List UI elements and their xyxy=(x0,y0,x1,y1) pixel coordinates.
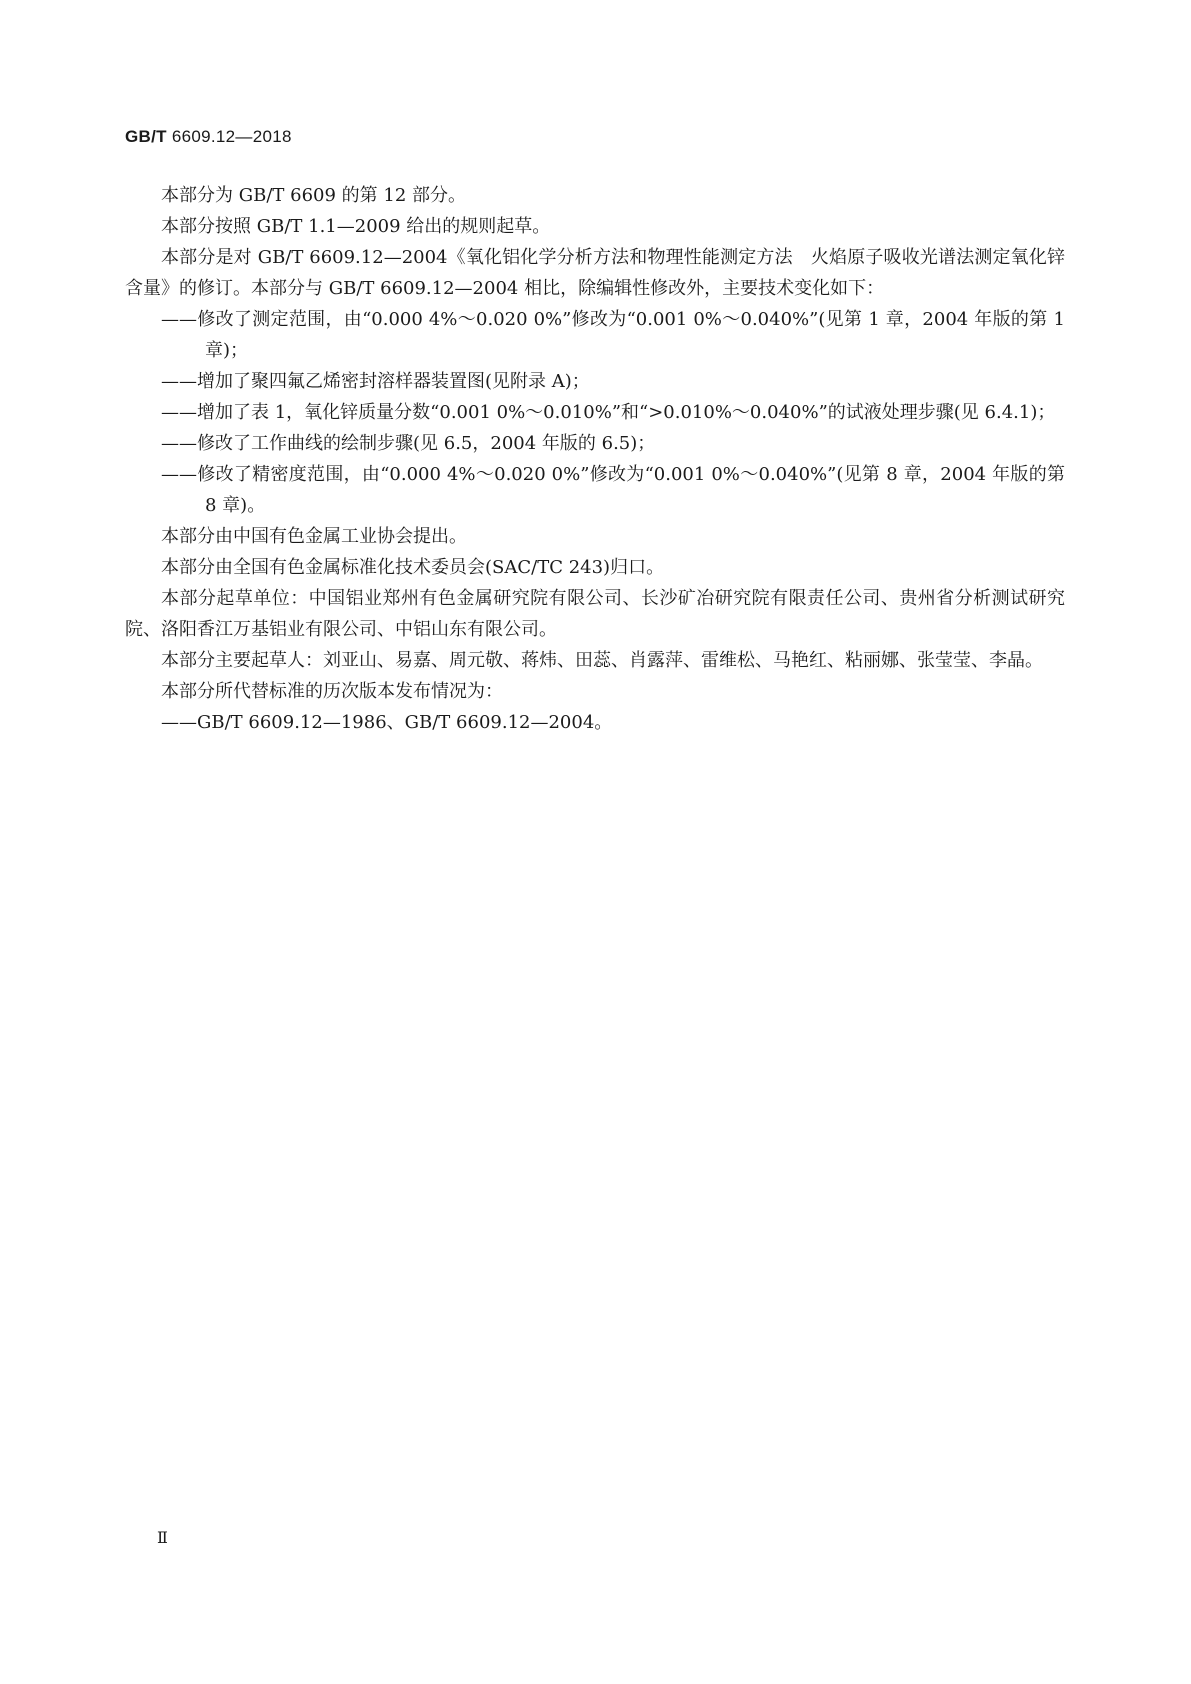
paragraph-drafting-rules: 本部分按照 GB/T 1.1—2009 给出的规则起草。 xyxy=(161,216,551,237)
paragraph-history-intro: 本部分所代替标准的历次版本发布情况为： xyxy=(161,681,503,702)
paragraph-drafters: 本部分主要起草人：刘亚山、易嘉、周元敬、蒋炜、田蕊、肖露萍、雷维松、马艳红、粘丽娜、张莹莹、李晶。 xyxy=(161,650,1043,671)
change-item: ——增加了聚四氟乙烯密封溶样器装置图(见附录 A)； xyxy=(161,371,590,392)
standard-code-number: 6609.12—2018 xyxy=(171,127,292,146)
page-number: Ⅱ xyxy=(157,1528,168,1547)
paragraph-part-number: 本部分为 GB/T 6609 的第 12 部分。 xyxy=(161,185,466,206)
standard-code xyxy=(125,127,292,147)
paragraph-drafting-units: 本部分起草单位：中国铝业郑州有色金属研究院有限公司、长沙矿冶研究院有限责任公司、贵州省分析测试研究院、洛阳香江万基铝业有限公司、中铝山东有限公司。 xyxy=(125,588,1065,640)
standard-code-prefix: GB/T xyxy=(125,127,167,146)
change-item: ——增加了表 1，氧化锌质量分数“0.001 0%～0.010%”和“>0.010%～0.040%”的试液处理步骤(见 6.4.1)； xyxy=(161,402,1056,423)
paragraph-revision-summary: 本部分是对 GB/T 6609.12—2004《氧化铝化学分析方法和物理性能测定方法 火焰原子吸收光谱法测定氧化锌含量》的修订。本部分与 GB/T 6609.12—2004 相比，除编辑性修改外，主要技术变化如下： xyxy=(125,247,1065,299)
paragraph-under-jurisdiction: 本部分由全国有色金属标准化技术委员会(SAC/TC 243)归口。 xyxy=(161,557,665,578)
change-item: ——修改了工作曲线的绘制步骤(见 6.5，2004 年版的 6.5)； xyxy=(161,433,656,454)
change-item: ——修改了测定范围，由“0.000 4%～0.020 0%”修改为“0.001 0%～0.040%”(见第 1 章，2004 年版的第 1 章)； xyxy=(161,309,1065,361)
foreword-body xyxy=(125,180,1065,738)
paragraph-proposed-by: 本部分由中国有色金属工业协会提出。 xyxy=(161,526,467,547)
change-item: ——修改了精密度范围，由“0.000 4%～0.020 0%”修改为“0.001 0%～0.040%”(见第 8 章，2004 年版的第 8 章)。 xyxy=(161,464,1065,516)
history-item: ——GB/T 6609.12—1986、GB/T 6609.12—2004。 xyxy=(161,712,613,733)
